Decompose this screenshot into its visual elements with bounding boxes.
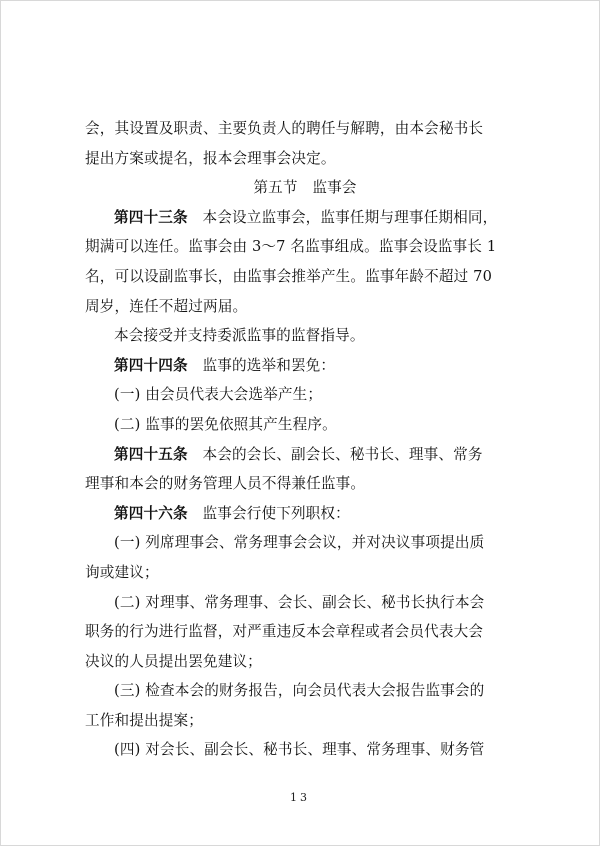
- line-text: 期满可以连任。监事会由 3～7 名监事组成。监事会设监事长 1: [85, 238, 497, 256]
- list-item: [85, 588, 525, 618]
- line-text: 周岁，连任不超过两届。: [85, 297, 248, 315]
- article-number: 第四十三条: [114, 208, 188, 226]
- text-line: [85, 144, 525, 174]
- text-line: [85, 617, 525, 647]
- line-text: 监事的选举和罢免：: [187, 356, 336, 374]
- article-number: 第四十五条: [114, 445, 188, 463]
- line-text: 决议的人员提出罢免建议；: [85, 652, 262, 670]
- article-line: [85, 351, 525, 381]
- text-line: [85, 706, 525, 736]
- article-line: [85, 203, 525, 233]
- article-line: [85, 499, 525, 529]
- text-line: [85, 292, 525, 322]
- text-line: [85, 469, 525, 499]
- line-text: (四) 对会长、副会长、秘书长、理事、常务理事、财务管: [114, 741, 485, 759]
- line-text: 监事会行使下列职权：: [187, 504, 350, 522]
- line-text: 本会接受并支持委派监事的监督指导。: [114, 327, 365, 345]
- text-line: [85, 321, 525, 351]
- line-text: (一) 列席理事会、常务理事会会议，并对决议事项提出质: [114, 534, 485, 552]
- list-item: [85, 735, 525, 765]
- line-text: 职务的行为进行监督，对严重违反本会章程或者会员代表大会: [85, 623, 484, 641]
- line-text: 本会的会长、副会长、秘书长、理事、常务: [187, 445, 483, 463]
- line-text: 提出方案或提名，报本会理事会决定。: [85, 149, 336, 167]
- line-text: 会，其设置及职责、主要负责人的聘任与解聘，由本会秘书长: [85, 120, 484, 137]
- line-text: 询或建议；: [85, 563, 159, 581]
- line-text: 本会设立监事会，监事任期与理事任期相同，: [187, 208, 498, 226]
- document-body: [85, 114, 525, 765]
- line-text: (一) 由会员代表大会选举产生；: [114, 386, 323, 404]
- line-text: (二) 对理事、常务理事、会长、副会长、秘书长执行本会: [114, 593, 485, 611]
- list-item: [85, 676, 525, 706]
- article-number: 第四十六条: [114, 504, 188, 522]
- text-line: [85, 558, 525, 588]
- line-text: 工作和提出提案；: [85, 711, 203, 729]
- list-item: [85, 528, 525, 558]
- text-line: [85, 114, 525, 144]
- line-text: (三) 检查本会的财务报告，向会员代表大会报告监事会的: [114, 682, 485, 700]
- section-heading: [85, 173, 525, 203]
- list-item: [85, 380, 525, 410]
- text-line: [85, 262, 525, 292]
- text-line: [85, 232, 525, 262]
- page-number: 13: [290, 791, 310, 804]
- article-line: [85, 440, 525, 470]
- line-text: 名，可以设副监事长，由监事会推举产生。监事年龄不超过 70: [85, 267, 492, 285]
- section-heading-text: 第五节 监事会: [253, 179, 357, 197]
- line-text: (二) 监事的罢免依照其产生程序。: [114, 415, 337, 433]
- text-line: [85, 647, 525, 677]
- article-number: 第四十四条: [114, 356, 188, 374]
- line-text: 理事和本会的财务管理人员不得兼任监事。: [85, 475, 366, 493]
- list-item: [85, 410, 525, 440]
